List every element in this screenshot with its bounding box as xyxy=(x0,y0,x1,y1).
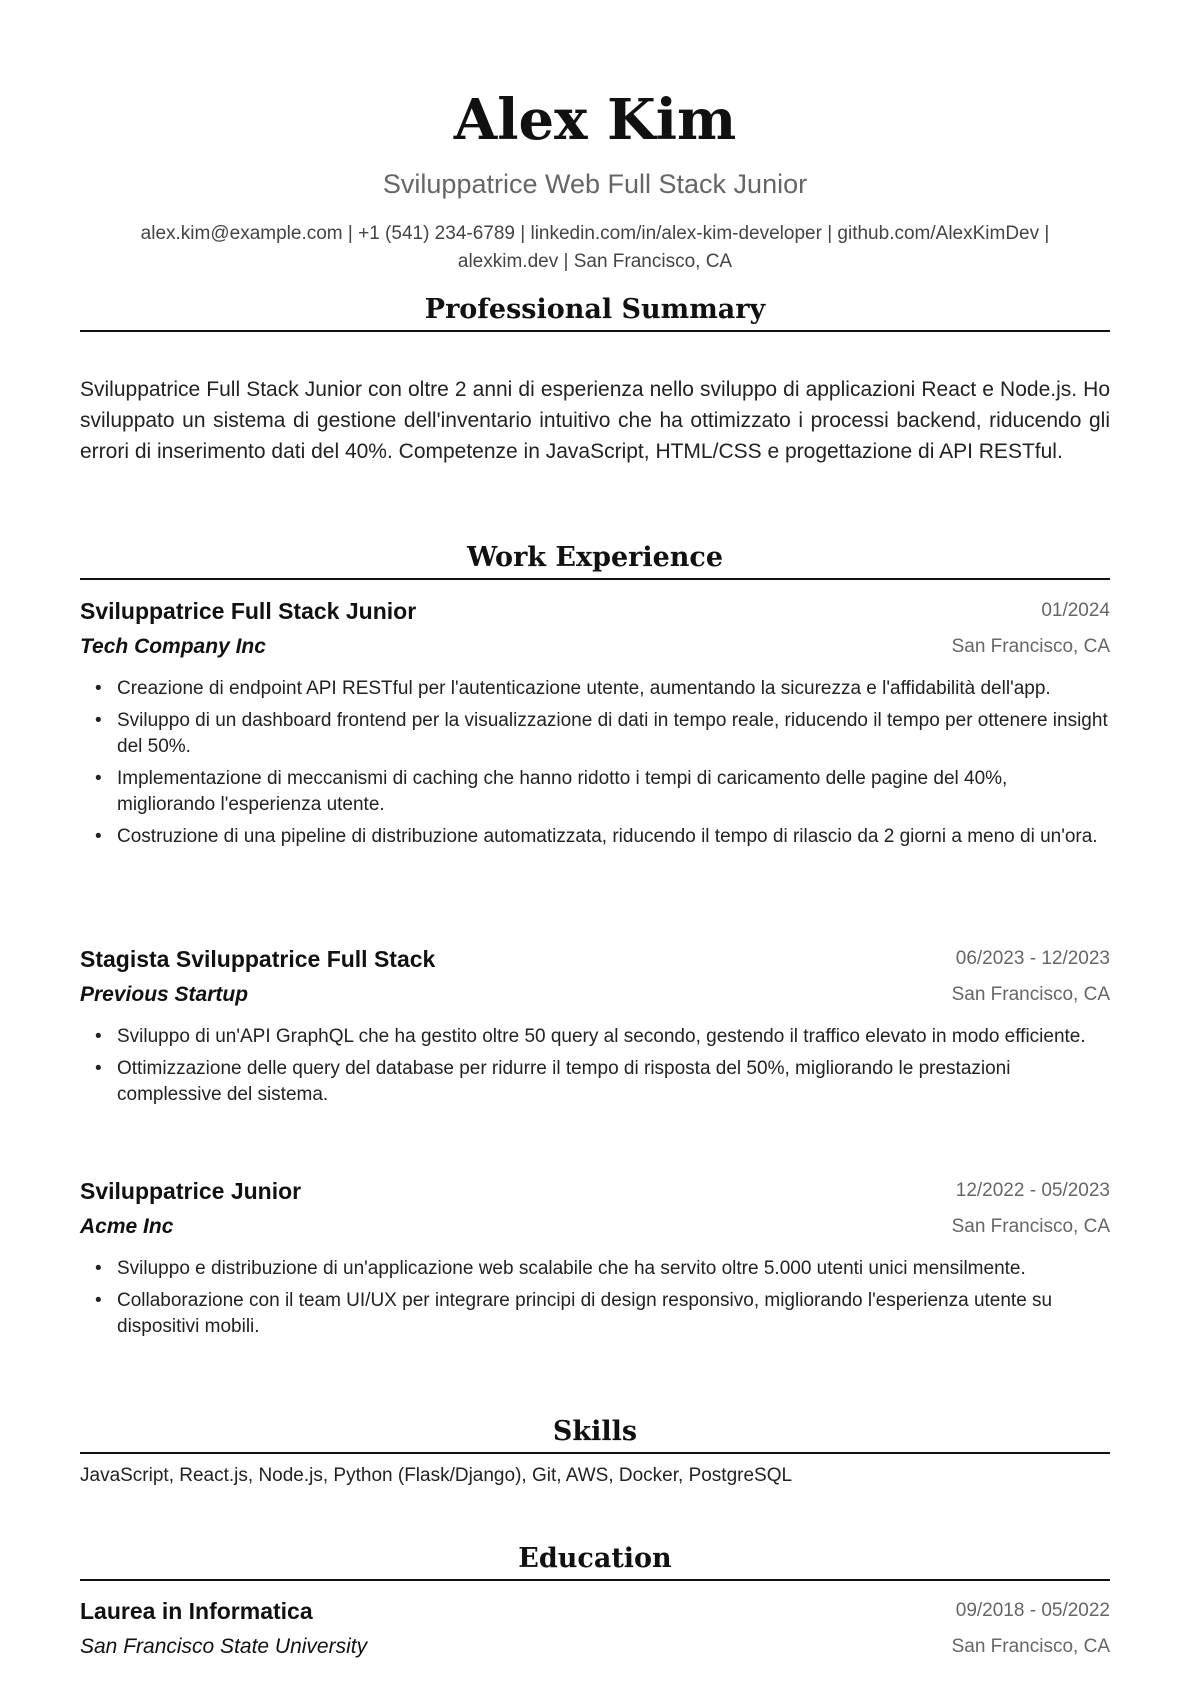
job-header xyxy=(80,594,1110,628)
education-school: San Francisco State University xyxy=(80,1635,368,1658)
candidate-name: Alex Kim xyxy=(453,87,737,153)
job-company-row xyxy=(80,1210,1110,1244)
bullet-icon: • xyxy=(95,1290,102,1311)
bullet-icon: • xyxy=(95,678,102,699)
bullet-icon: • xyxy=(95,768,102,789)
candidate-title: Sviluppatrice Web Full Stack Junior xyxy=(382,169,808,199)
job-date: 12/2022 - 05/2023 xyxy=(955,1180,1110,1201)
skills-heading: Skills xyxy=(552,1416,638,1447)
job-bullet-list xyxy=(80,676,1110,856)
list-item: • Sviluppo di un dashboard frontend per la visualizzazione di dati in tempo reale, riducendo il tempo per ottenere insight del 50%. xyxy=(95,710,1108,757)
education-date: 09/2018 - 05/2022 xyxy=(955,1600,1110,1621)
bullet-icon: • xyxy=(95,1026,102,1047)
job-location: San Francisco, CA xyxy=(951,636,1110,657)
job-header xyxy=(80,1174,1110,1208)
skills-divider xyxy=(80,1452,1110,1454)
list-item: • Implementazione di meccanismi di caching che hanno ridotto i tempi di caricamento delle pagine del 40%, migliorando l'esperienza utente. xyxy=(95,768,1008,815)
education-heading: Education xyxy=(518,1543,672,1574)
experience-divider xyxy=(80,578,1110,580)
job-date: 06/2023 - 12/2023 xyxy=(955,948,1110,969)
education-location: San Francisco, CA xyxy=(951,1636,1110,1657)
bullet-icon: • xyxy=(95,1258,102,1279)
list-item: • Collaborazione con il team UI/UX per integrare principi di design responsivo, migliorando l'esperienza utente su dispositivi mobili. xyxy=(95,1290,1053,1337)
job-company: Tech Company Inc xyxy=(80,635,266,658)
job-company-row xyxy=(80,978,1110,1012)
experience-heading: Work Experience xyxy=(466,542,724,573)
job-bullet-list xyxy=(80,1024,1110,1114)
bullet-icon: • xyxy=(95,710,102,731)
list-item: • Ottimizzazione delle query del database per ridurre il tempo di risposta del 50%, migliorando le prestazioni complessive del sistema. xyxy=(95,1058,1011,1105)
list-item: • Sviluppo e distribuzione di un'applicazione web scalabile che ha servito oltre 5.000 utenti unici mensilmente. xyxy=(80,1256,1110,1282)
education-divider xyxy=(80,1579,1110,1581)
contact-line-1: alex.kim@example.com | +1 (541) 234-6789 | linkedin.com/in/alex-kim-developer | github.com/AlexKimDev | xyxy=(140,223,1050,244)
skills-text: JavaScript, React.js, Node.js, Python (Flask/Django), Git, AWS, Docker, PostgreSQL xyxy=(80,1465,793,1486)
job-role: Sviluppatrice Full Stack Junior xyxy=(80,598,417,624)
job-role: Stagista Sviluppatrice Full Stack xyxy=(80,946,436,972)
bullet-icon: • xyxy=(95,826,102,847)
bullet-icon: • xyxy=(95,1058,102,1079)
education-school-row xyxy=(80,1630,1110,1664)
job-date: 01/2024 xyxy=(1041,600,1110,621)
education-degree: Laurea in Informatica xyxy=(80,1598,313,1624)
job-header xyxy=(80,942,1110,976)
job-company-row xyxy=(80,630,1110,664)
job-location: San Francisco, CA xyxy=(951,1216,1110,1237)
list-item: • Sviluppo di un'API GraphQL che ha gestito oltre 50 query al secondo, gestendo il traffico elevato in modo efficiente. xyxy=(80,1024,1110,1050)
job-location: San Francisco, CA xyxy=(951,984,1110,1005)
job-bullet-list xyxy=(80,1256,1110,1346)
education-header xyxy=(80,1594,1110,1628)
summary-text: Sviluppatrice Full Stack Junior con oltre 2 anni di esperienza nello sviluppo di applicazioni React e Node.js. Ho sviluppato un sistema di gestione dell'inventario intuitivo che ha ottimizzato i processi backend, riducendo gli errori di inserimento dati del 40%. Competenze in JavaScript, HTML/CSS e progettazione di API RESTful. xyxy=(80,378,1110,463)
contact-line-2: alexkim.dev | San Francisco, CA xyxy=(457,251,733,272)
list-item: • Creazione di endpoint API RESTful per l'autenticazione utente, aumentando la sicurezza e l'affidabilità dell'app. xyxy=(80,676,1110,702)
contact-info xyxy=(80,220,1110,276)
summary-heading: Professional Summary xyxy=(424,294,766,325)
job-company: Acme Inc xyxy=(80,1215,174,1238)
list-item: • Costruzione di una pipeline di distribuzione automatizzata, riducendo il tempo di rilascio da 2 giorni a meno di un'ora. xyxy=(80,824,1110,850)
job-role: Sviluppatrice Junior xyxy=(80,1178,302,1204)
summary-divider xyxy=(80,330,1110,332)
job-company: Previous Startup xyxy=(80,983,249,1006)
